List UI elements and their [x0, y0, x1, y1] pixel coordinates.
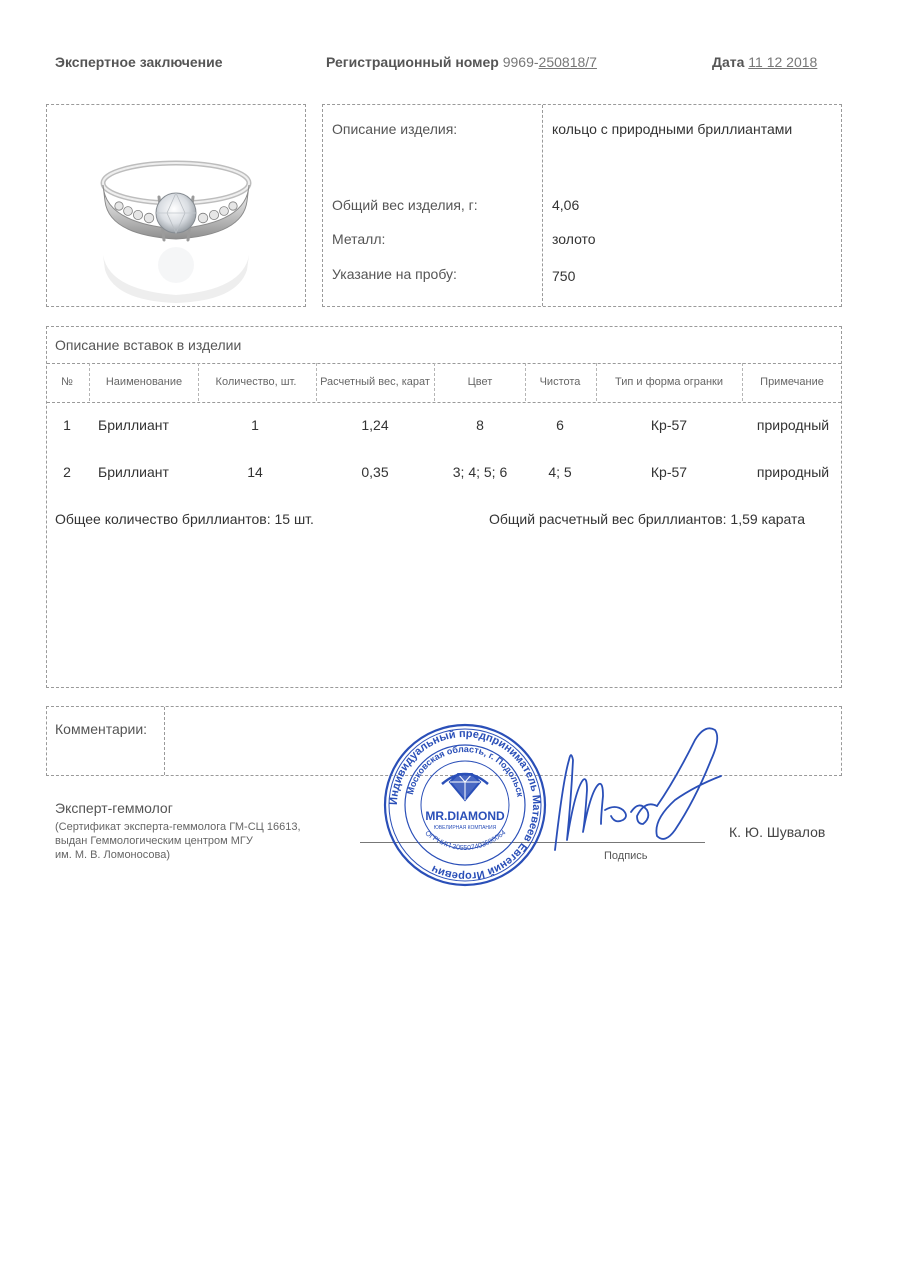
hallmark-label: Указание на пробу:	[332, 266, 457, 282]
product-description-box	[322, 104, 842, 307]
expert-name: К. Ю. Шувалов	[729, 824, 826, 840]
registration-number	[326, 54, 597, 70]
cell-weight: 1,24	[361, 417, 389, 433]
cert-line: выдан Геммологическим центром МГУ	[55, 835, 253, 847]
col-header-quantity: Количество, шт.	[215, 376, 297, 388]
description-value: кольцо с природными бриллиантами	[552, 121, 793, 137]
expert-title: Эксперт-геммолог	[55, 800, 173, 816]
registration-value: 250818/7	[538, 54, 597, 70]
cell-note: природный	[756, 417, 830, 433]
col-sep	[198, 363, 199, 401]
weight-label: Общий вес изделия, г:	[332, 197, 478, 213]
total-weight: Общий расчетный вес бриллиантов: 1,59 карата	[489, 511, 806, 527]
handwritten-signature	[545, 720, 745, 880]
description-label: Описание изделия:	[332, 121, 458, 137]
col-sep	[525, 363, 526, 401]
document-title: Экспертное заключение	[55, 54, 223, 70]
cell-quantity: 1	[251, 417, 259, 433]
cell-number: 1	[63, 417, 71, 433]
col-header-clarity: Чистота	[539, 376, 581, 388]
col-sep	[434, 363, 435, 401]
cell-name: Бриллиант	[98, 464, 169, 480]
table-header-bottom-line	[47, 402, 841, 403]
document-date	[712, 54, 817, 70]
cell-clarity: 6	[556, 417, 564, 433]
comments-label: Комментарии:	[55, 721, 148, 737]
date-value: 11 12 2018	[748, 54, 818, 70]
cert-line: им. М. В. Ломоносова)	[55, 849, 170, 861]
stamp-ogrnip: ОГРНИП 305507403500064	[423, 829, 508, 853]
col-sep	[89, 363, 90, 401]
cell-name: Бриллиант	[98, 417, 169, 433]
col-header-number: №	[61, 376, 73, 388]
metal-label: Металл:	[332, 231, 386, 247]
stamp-brand: MR.DIAMOND	[425, 809, 505, 823]
cell-color: 8	[476, 417, 484, 433]
col-header-name: Наименование	[105, 376, 183, 388]
cell-cut: Кр-57	[650, 464, 688, 480]
col-header-color: Цвет	[467, 376, 493, 388]
registration-label: Регистрационный номер	[326, 54, 499, 70]
cell-color: 3; 4; 5; 6	[452, 464, 508, 480]
col-header-weight: Расчетный вес, карат	[320, 376, 430, 388]
ring-photo	[47, 105, 305, 306]
column-divider	[542, 105, 543, 306]
stamp-inner-text: Московская область, г. Подольск	[405, 743, 526, 798]
company-stamp	[380, 720, 550, 890]
comments-divider	[164, 707, 165, 775]
date-label: Дата	[712, 54, 745, 70]
table-header-top-line	[47, 363, 841, 364]
cell-clarity: 4; 5	[548, 464, 572, 480]
cell-note: природный	[756, 464, 830, 480]
col-sep	[316, 363, 317, 401]
signature-label: Подпись	[604, 850, 648, 862]
product-photo-box	[46, 104, 306, 307]
cell-weight: 0,35	[361, 464, 389, 480]
hallmark-value: 750	[552, 268, 576, 284]
inserts-title: Описание вставок в изделии	[55, 337, 242, 353]
stamp-brand-sub: ЮВЕЛИРНАЯ КОМПАНИЯ	[433, 825, 497, 831]
cell-quantity: 14	[247, 464, 263, 480]
registration-prefix: 9969-	[502, 54, 539, 70]
col-header-note: Примечание	[760, 376, 824, 388]
expert-certificate	[55, 820, 355, 862]
col-sep	[742, 363, 743, 401]
diamond-logo-icon	[442, 774, 488, 800]
total-count: Общее количество бриллиантов: 15 шт.	[55, 511, 314, 527]
cell-number: 2	[63, 464, 71, 480]
document-header	[0, 54, 905, 74]
cell-cut: Кр-57	[650, 417, 688, 433]
stamp-outer-text: Индивидуальный предприниматель Матвеев Евгений Игоревич	[387, 727, 543, 883]
col-sep	[596, 363, 597, 401]
cert-line: (Сертификат эксперта-геммолога ГМ-СЦ 16613,	[55, 821, 301, 833]
metal-value: золото	[552, 231, 596, 247]
col-header-cut: Тип и форма огранки	[614, 376, 723, 388]
weight-value: 4,06	[552, 197, 580, 213]
